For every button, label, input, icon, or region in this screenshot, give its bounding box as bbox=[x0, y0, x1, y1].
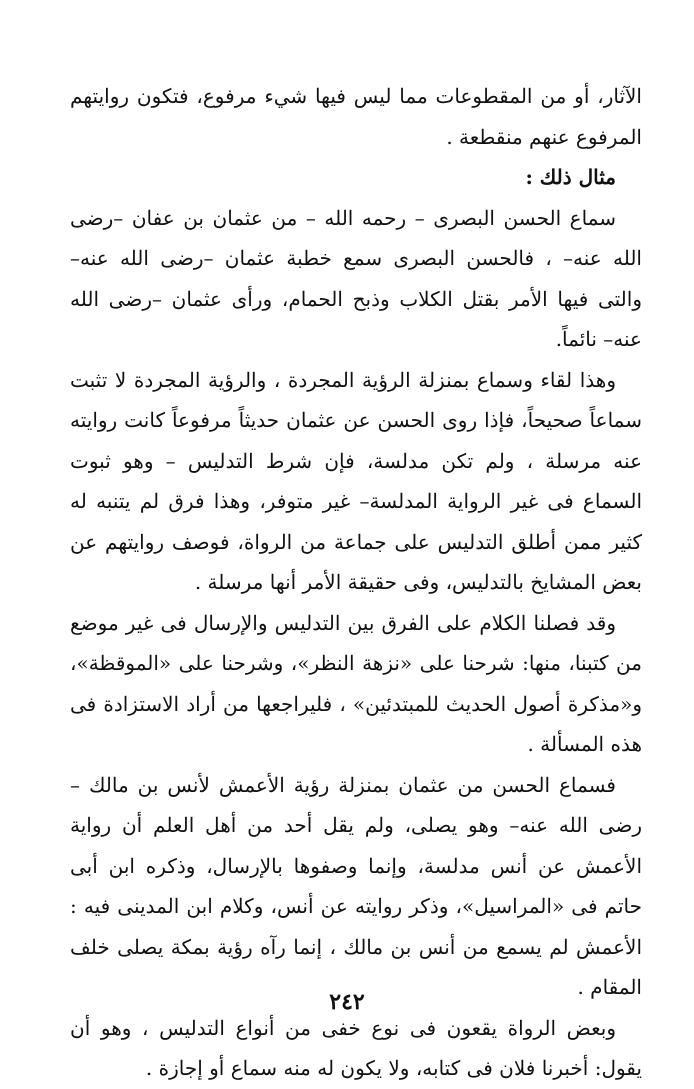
section-heading-example: مثال ذلك : bbox=[525, 165, 616, 189]
page-number: ٢٤٢ bbox=[329, 989, 365, 1015]
paragraph-hasan-uthman: سماع الحسن البصرى – رحمه الله – من عثمان بن عفان –رضى الله عنه– ، فالحسن البصرى سمع خطبة عثمان –رضى الله عنه– والتى فيها الأمر بقتل الكلاب وذبح الحمام، ورأى عثمان –رضى الله عنه– نائماً. bbox=[70, 205, 642, 351]
paragraph-amash-anas: فسماع الحسن من عثمان بمنزلة رؤية الأعمش لأنس بن مالك –رضى الله عنه– وهو يصلى، ولم يقل أحد من أهل العلم أن رواية الأعمش عن أنس مدلسة، وإنما وصفوها بالإرسال، وذكره ابن أبى حاتم فى «المراسيل»، وذكر روايته عن أنس، وكلام ابن المدينى فيه : الأعمش لم يسمع من أنس بن مالك ، إنما رآه رؤية بمكة يصلى خلف المقام . bbox=[70, 772, 642, 999]
page-text-block bbox=[70, 76, 642, 1089]
paragraph-meeting-hearing: وهذا لقاء وسماع بمنزلة الرؤية المجردة ، والرؤية المجردة لا تثبت سماعاً صحيحاً، فإذا روى الحسن عن عثمان حديثاً مرفوعاً كانت روايته عنه مرسلة ، ولم تكن مدلسة، فإن شرط التدليس – وهو ثبوت السماع فى غير الرواية المدلسة– غير متوفر، وهذا فرق لم يتنبه له كثير ممن أطلق التدليس على جماعة من الرواة، فوصف روايتهم عن بعض المشايخ بالتدليس، وفى حقيقة الأمر أنها مرسلة . bbox=[70, 367, 642, 594]
paragraph-hidden-tadlis: وبعض الرواة يقعون فى نوع خفى من أنواع التدليس ، وهو أن يقول: أخبرنا فلان فى كتابه، ولا يكون له منه سماع أو إجازة . bbox=[70, 1015, 642, 1080]
paragraph-tadlis-irsal: وقد فصلنا الكلام على الفرق بين التدليس والإرسال فى غير موضع من كتبنا، منها: شرحنا على «نزهة النظر»، وشرحنا على «الموقظة»، و«مذكرة أصول الحديث للمبتدئين» ، فليراجعها من أراد الاستزادة فى هذه المسألة . bbox=[70, 610, 642, 756]
paragraph-continuation: الآثار، أو من المقطوعات مما ليس فيها شيء مرفوع، فتكون روايتهم المرفوع عنهم منقطعة . bbox=[70, 84, 642, 149]
